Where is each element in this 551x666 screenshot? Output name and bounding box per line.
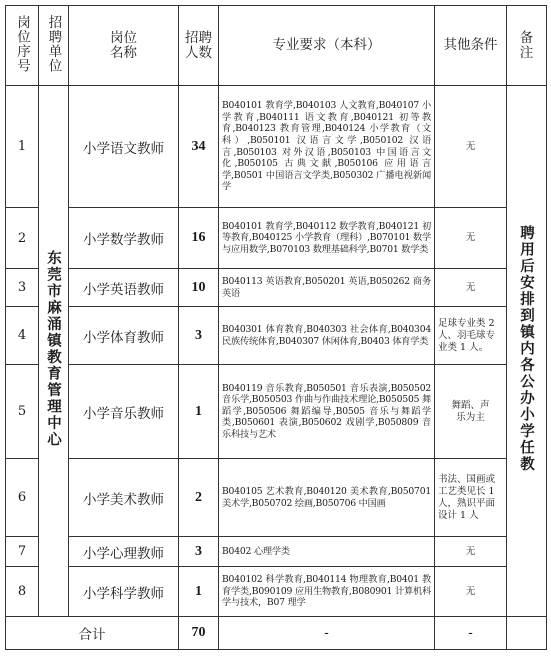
row-other: 无 [435, 567, 507, 617]
row-major: B040119 音乐教育,B050501 音乐表演,B050502 音乐学,B050503 作曲与作曲技术理论,B050505 舞蹈学,B050506 舞蹈编导,B0505 音乐与舞蹈学类,B050601 表演,B050602 戏剧学,B050809 音乐科技与艺术 [219, 365, 435, 459]
header-position: 岗位名称 [69, 6, 179, 86]
table-row [6, 208, 547, 269]
table-row [6, 567, 547, 617]
header-seq: 岗位序号 [6, 6, 39, 86]
table-row [6, 537, 547, 567]
row-seq: 4 [6, 307, 39, 365]
row-other: 无 [435, 537, 507, 567]
note-cell: 聘用后安排到镇内各公办小学任教 [507, 86, 547, 617]
header-note: 备注 [507, 6, 547, 86]
row-count: 3 [179, 537, 219, 567]
row-other: 书法、国画或工艺类见长 1 人，熟识平面设计 1 人 [435, 459, 507, 537]
row-seq: 3 [6, 269, 39, 307]
table-row [6, 269, 547, 307]
header-other: 其他条件 [435, 6, 507, 86]
header-row [6, 6, 547, 86]
table-row [6, 86, 547, 208]
unit-cell: 东莞市麻涌镇教育管理中心 [39, 86, 69, 617]
row-count: 2 [179, 459, 219, 537]
row-count: 1 [179, 567, 219, 617]
row-position: 小学音乐教师 [69, 365, 179, 459]
row-seq: 1 [6, 86, 39, 208]
row-other: 舞蹈、声乐为主 [435, 365, 507, 459]
total-note [507, 617, 547, 650]
total-major: - [219, 617, 435, 650]
row-seq: 6 [6, 459, 39, 537]
row-seq: 5 [6, 365, 39, 459]
header-major: 专业要求（本科） [219, 6, 435, 86]
row-major: B040113 英语教育,B050201 英语,B050262 商务英语 [219, 269, 435, 307]
total-other: - [435, 617, 507, 650]
row-major: B040301 体育教育,B040303 社会体育,B040304 民族传统体育,B040307 休闲体育,B0403 体育学类 [219, 307, 435, 365]
recruitment-table [5, 5, 547, 650]
row-major: B040101 教育学,B040103 人文教育,B040107 小学教育,B040111 语文教育,B040121 初等教育,B040123 教育管理,B040124 小学教育（文科）,B050101 汉语言文学,B050102 汉语言,B050103 对外汉语,B050103 中国语言文化,B050105 古典文献,B050106 应用语言学,B0501 中国语言文学类,B050302 广播电视新闻学 [219, 86, 435, 208]
row-position: 小学语文教师 [69, 86, 179, 208]
row-position: 小学数学教师 [69, 208, 179, 269]
row-count: 1 [179, 365, 219, 459]
row-position: 小学科学教师 [69, 567, 179, 617]
row-major: B040102 科学教育,B040114 物理教育,B0401 教育学类,B090109 应用生物教育,B080901 计算机科学与技术，B07 理学 [219, 567, 435, 617]
table-row [6, 365, 547, 459]
row-other: 无 [435, 86, 507, 208]
row-major: B040105 艺术教育,B040120 美术教育,B050701 美术学,B050702 绘画,B050706 中国画 [219, 459, 435, 537]
header-count: 招聘人数 [179, 6, 219, 86]
table-row [6, 307, 547, 365]
row-other: 足球专业类 2 人、羽毛球专业类 1 人。 [435, 307, 507, 365]
row-count: 16 [179, 208, 219, 269]
total-row [6, 617, 547, 650]
row-count: 10 [179, 269, 219, 307]
total-count: 70 [179, 617, 219, 650]
row-count: 3 [179, 307, 219, 365]
header-unit: 招聘单位 [39, 6, 69, 86]
row-seq: 7 [6, 537, 39, 567]
row-seq: 8 [6, 567, 39, 617]
row-major: B040101 教育学,B040112 数学教育,B040121 初等教育,B040125 小学教育（理科）,B070101 数学与应用数学,B070103 数理基础科学,B0701 数学类 [219, 208, 435, 269]
row-position: 小学英语教师 [69, 269, 179, 307]
row-seq: 2 [6, 208, 39, 269]
row-count: 34 [179, 86, 219, 208]
total-label: 合计 [6, 617, 179, 650]
row-position: 小学体育教师 [69, 307, 179, 365]
row-other: 无 [435, 269, 507, 307]
table-row [6, 459, 547, 537]
row-position: 小学心理教师 [69, 537, 179, 567]
row-other: 无 [435, 208, 507, 269]
row-position: 小学美术教师 [69, 459, 179, 537]
row-major: B0402 心理学类 [219, 537, 435, 567]
